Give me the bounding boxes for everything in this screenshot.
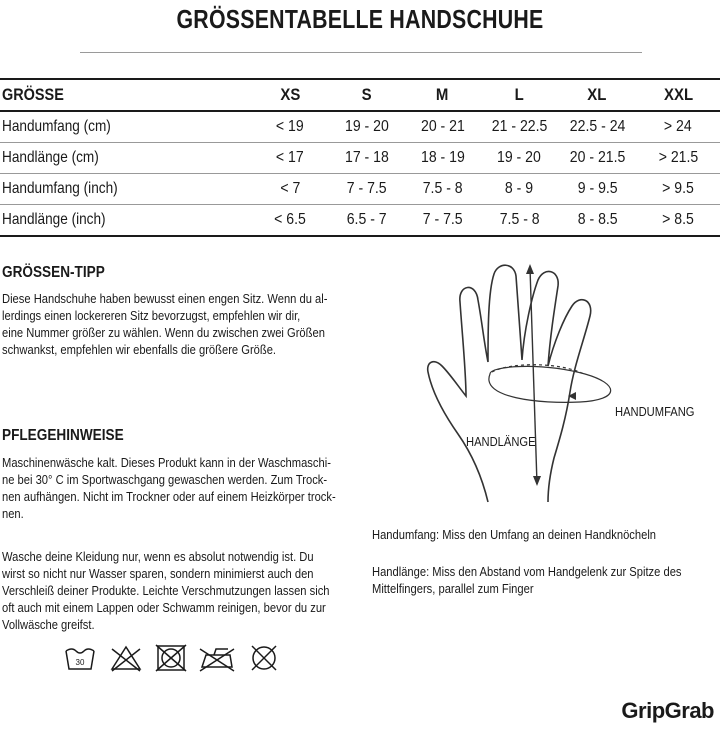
caption-line: Handlänge: Miss den Abstand vom Handgelenk zur Spitze des (372, 564, 682, 579)
care-line: oft auch mit einem Lappen oder Schwamm reinigen, bevor du zur (2, 600, 326, 615)
table-cell: 7 - 7.5 (422, 211, 463, 228)
length-label: HANDLÄNGE (466, 434, 536, 449)
table-cell: 20 - 21 (420, 118, 465, 135)
care-line: Maschinenwäsche kalt. Dieses Produkt kann in der Waschmaschi- (2, 455, 331, 470)
size-table (0, 78, 720, 237)
table-row (0, 174, 720, 205)
table-cell: 7.5 - 8 (422, 180, 463, 197)
table-cell: 21 - 22.5 (491, 118, 548, 135)
care-line: Wasche deine Kleidung nur, wenn es absolut notwendig ist. Du (2, 549, 314, 564)
table-cell: 8 - 9 (505, 180, 534, 197)
care-text-1 (2, 454, 390, 522)
table-cell: < 19 (276, 118, 304, 135)
care-symbols (64, 643, 284, 673)
care-text-2 (2, 548, 383, 633)
table-cell: 18 - 19 (420, 149, 465, 166)
no-dry-clean-icon (252, 646, 276, 670)
circumference-caption (372, 526, 702, 543)
table-cell: 7 - 7.5 (346, 180, 387, 197)
tip-heading: GRÖSSEN-TIPP (2, 264, 105, 281)
tip-line: lerdings einen lockereren Sitz bevorzugst, empfehlen wir dir, (2, 308, 301, 323)
row-label: Handumfang (cm) (2, 118, 111, 135)
title-rule (80, 52, 642, 53)
circumference-ellipse (489, 366, 611, 402)
table-cell: 7.5 - 8 (499, 211, 540, 228)
table-row (0, 111, 720, 143)
table-cell: 8 - 8.5 (577, 211, 618, 228)
header-xl: XL (587, 85, 607, 104)
hand-diagram (420, 262, 640, 512)
caption-line: Handumfang: Miss den Umfang an deinen Handknöcheln (372, 527, 657, 542)
length-caption (372, 563, 720, 597)
header-xxl: XXL (663, 85, 693, 104)
header-xs: XS (280, 85, 300, 104)
wash-temp: 30 (75, 658, 85, 667)
tip-line: Diese Handschuhe haben bewusst einen engen Sitz. Wenn du al- (2, 291, 328, 306)
table-cell: > 8.5 (662, 211, 694, 228)
tip-line: schwankst, empfehlen wir ebenfalls die größere Größe. (2, 342, 277, 357)
header-l: L (514, 85, 524, 104)
brand-logo: GripGrab (621, 698, 714, 723)
table-cell: 22.5 - 24 (569, 118, 626, 135)
care-heading: PFLEGEHINWEISE (2, 427, 124, 444)
table-cell: 9 - 9.5 (577, 180, 618, 197)
table-header-row (0, 79, 720, 111)
care-line: ne bei 30° C im Sportwaschgang gewaschen werden. Zum Trock- (2, 472, 328, 487)
care-line: wirst so nicht nur Wasser sparen, sondern minimierst auch den (2, 566, 314, 581)
circumference-label: HANDUMFANG (615, 404, 695, 419)
wash-30-icon (66, 649, 94, 669)
caption-line: Mittelfingers, parallel zum Finger (372, 581, 534, 596)
no-tumble-dry-icon (156, 645, 186, 671)
page-title: GRÖSSENTABELLE HANDSCHUHE (176, 4, 544, 34)
header-size: GRÖSSE (2, 85, 64, 104)
no-bleach-icon (112, 647, 140, 671)
table-cell: > 24 (664, 118, 693, 135)
table-cell: 6.5 - 7 (346, 211, 387, 228)
table-row (0, 143, 720, 174)
hand-outline-icon (428, 265, 591, 502)
tip-text (2, 290, 380, 358)
table-cell: 17 - 18 (344, 149, 389, 166)
length-arrow (530, 268, 537, 484)
care-line: Verschleiß deiner Produkte. Leichte Verschmutzungen lassen sich (2, 583, 330, 598)
table-cell: > 9.5 (662, 180, 694, 197)
table-cell: 19 - 20 (497, 149, 542, 166)
table-cell: < 6.5 (274, 211, 306, 228)
header-s: S (361, 85, 372, 104)
row-label: Handlänge (cm) (2, 149, 99, 166)
table-cell: 20 - 21.5 (569, 149, 626, 166)
tip-line: eine Nummer größer zu wählen. Wenn du zwischen zwei Größen (2, 325, 325, 340)
table-cell: < 7 (280, 180, 300, 197)
row-label: Handumfang (inch) (2, 180, 118, 197)
care-line: nen aufhängen. Nicht im Trockner oder auf einem Heizkörper trock- (2, 489, 336, 504)
table-cell: > 21.5 (658, 149, 698, 166)
table-cell: < 17 (276, 149, 304, 166)
no-iron-icon (200, 649, 234, 671)
table-row (0, 205, 720, 237)
table-cell: 19 - 20 (344, 118, 389, 135)
care-line: Vollwäsche greifst. (2, 617, 95, 632)
header-m: M (436, 85, 449, 104)
care-line: nen. (2, 506, 24, 521)
row-label: Handlänge (inch) (2, 211, 106, 228)
